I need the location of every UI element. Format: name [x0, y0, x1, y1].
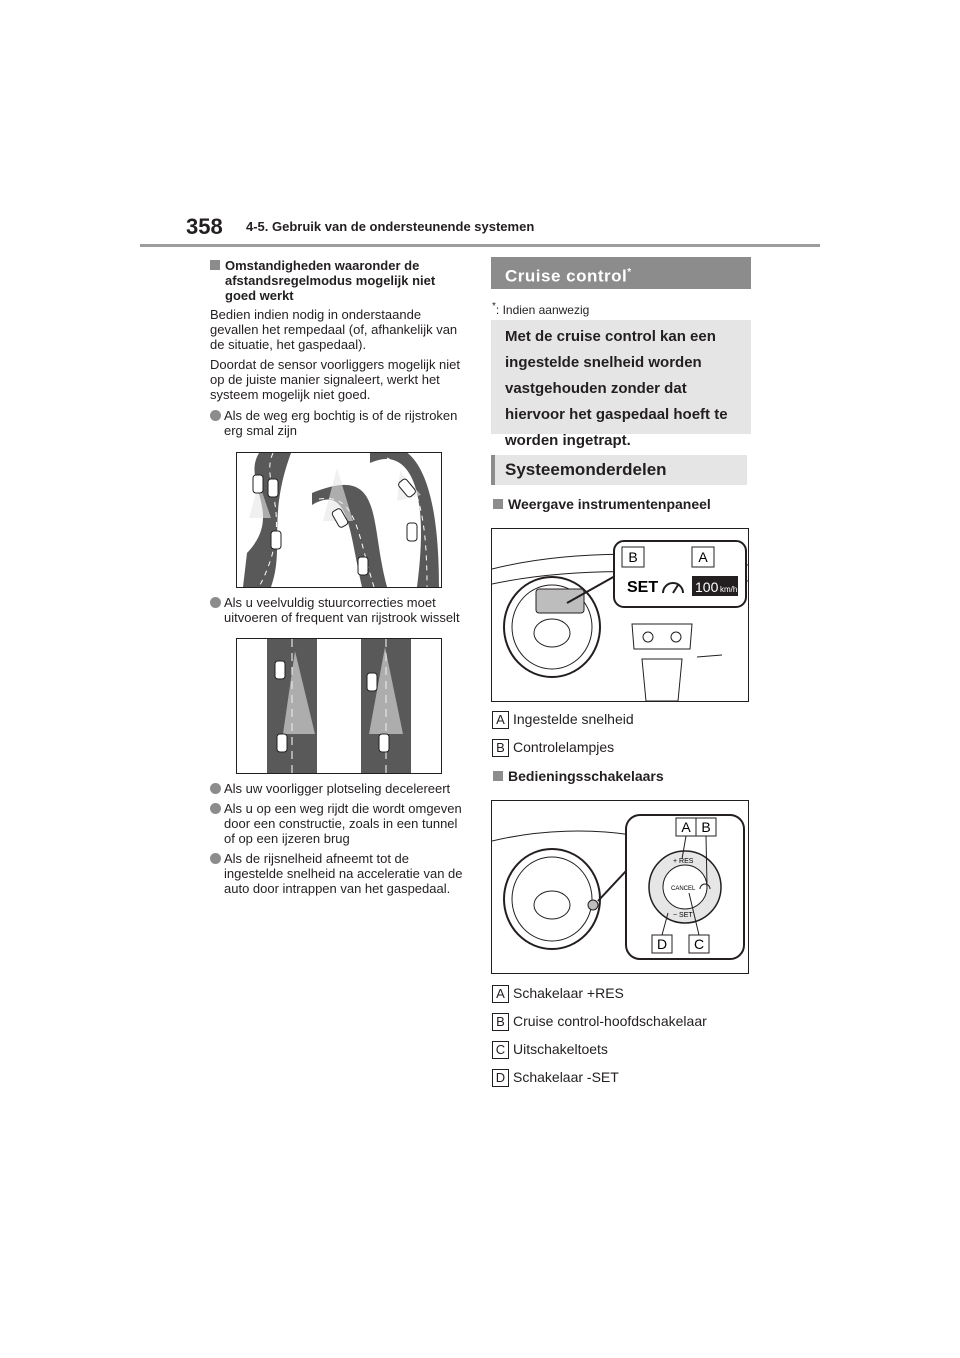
list-item: Als u veelvuldig stuurcorrecties moet uitvoeren of frequent van rijstrook wisselt [210, 595, 468, 625]
subheading: Omstandigheden waaronder de afstandsregelmodus mogelijk niet goed werkt [210, 258, 468, 303]
paragraph: Bedien indien nodig in onderstaande gevallen het rempedaal (of, afhankelijk van de situatie, het gaspedaal). [210, 307, 458, 352]
label-b: B [701, 819, 711, 835]
footnote: *: Indien aanwezig [492, 301, 590, 317]
square-bullet-icon [493, 771, 503, 781]
round-bullet-icon [210, 803, 221, 814]
header-rule [140, 244, 820, 247]
round-bullet-icon [210, 597, 221, 608]
panel-heading: Weergave instrumentenpaneel [493, 496, 711, 512]
set-indicator: SET [627, 579, 659, 596]
figure-curved-roads [236, 452, 442, 588]
round-bullet-icon [210, 410, 221, 421]
figure-lane-changes [236, 638, 442, 774]
label-box: C [492, 1041, 509, 1059]
switch-item: D Schakelaar -SET [492, 1069, 619, 1087]
panel-item: B Controlelampjes [492, 739, 614, 757]
switch-item: A Schakelaar +RES [492, 985, 624, 1003]
figure-switches [491, 800, 749, 974]
intro-box: Met de cruise control kan een ingestelde snelheid worden vastgehouden zonder dat hiervoor het gaspedaal hoeft te worden ingetrapt. [491, 320, 751, 434]
speed-unit: km/h [720, 585, 738, 594]
label-d: D [656, 936, 668, 952]
section-title: 4-5. Gebruik van de ondersteunende systemen [246, 219, 535, 234]
list-item: Als de rijsnelheid afneemt tot de ingestelde snelheid na acceleratie van de auto door intrappen van het gaspedaal. [210, 851, 468, 896]
left-column-3 [210, 781, 468, 896]
left-column-2 [210, 595, 468, 625]
set-label: − SET [673, 912, 693, 919]
lane-change-illustration [237, 639, 441, 773]
label-c: C [693, 936, 705, 952]
square-bullet-icon [210, 260, 220, 270]
label-a: A [681, 819, 691, 835]
curved-roads-illustration [237, 453, 441, 587]
page-number: 358 [186, 214, 223, 239]
list-item: Als u op een weg rijdt die wordt omgeven door een constructie, zoals in een tunnel of op een ijzeren brug [210, 801, 468, 846]
list-item: Als uw voorligger plotseling decelereert [210, 781, 468, 796]
speed-value: 100 [695, 579, 719, 595]
switches-heading: Bedieningsschakelaars [493, 768, 664, 784]
figure-instrument-panel [491, 528, 749, 702]
switches-illustration [492, 801, 748, 973]
label-b: B [628, 549, 638, 565]
label-box: B [492, 1013, 509, 1031]
label-box: A [492, 711, 509, 729]
switch-item: C Uitschakeltoets [492, 1041, 608, 1059]
label-box: D [492, 1069, 509, 1087]
cancel-label: CANCEL [671, 886, 696, 892]
round-bullet-icon [210, 853, 221, 864]
instrument-panel-illustration [492, 529, 748, 701]
panel-item: A Ingestelde snelheid [492, 711, 634, 729]
components-header: Systeemonderdelen [491, 455, 747, 485]
left-column [210, 258, 468, 438]
label-box: A [492, 985, 509, 1003]
paragraph: Doordat de sensor voorliggers mogelijk niet op de juiste manier signaleert, werkt het systeem mogelijk niet goed. [210, 357, 461, 402]
res-label: + RES [673, 858, 694, 865]
list-item: Als de weg erg bochtig is of de rijstroken erg smal zijn [210, 408, 468, 438]
label-box: B [492, 739, 509, 757]
square-bullet-icon [493, 499, 503, 509]
switch-item: B Cruise control-hoofdschakelaar [492, 1013, 707, 1031]
cruise-control-header: Cruise control* [491, 257, 751, 289]
label-a: A [698, 549, 708, 565]
round-bullet-icon [210, 783, 221, 794]
